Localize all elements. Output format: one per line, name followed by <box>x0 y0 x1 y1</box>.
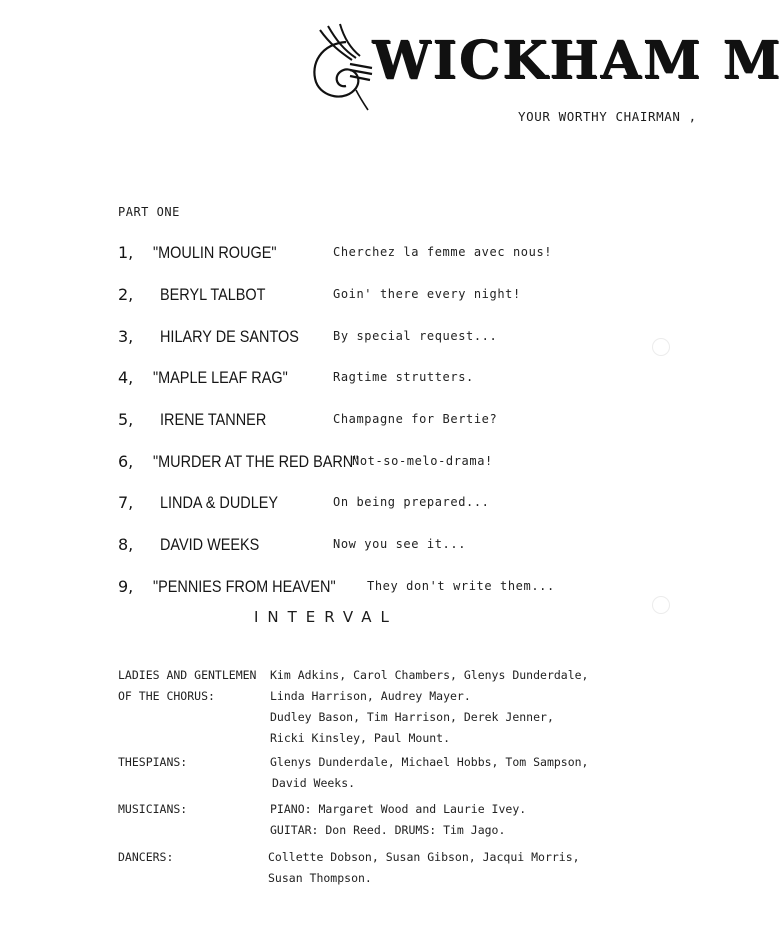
credit-line: David Weeks. <box>272 776 356 790</box>
item-description: On being prepared... <box>333 495 490 509</box>
credit-line: Dudley Bason, Tim Harrison, Derek Jenner, <box>270 710 554 724</box>
flourish-ornament-icon <box>306 24 376 110</box>
item-number: 6, <box>118 452 134 471</box>
item-number: 3, <box>118 327 134 346</box>
punch-hole-mark <box>652 596 670 614</box>
item-description: They don't write them... <box>367 579 555 593</box>
item-name: "MAPLE LEAF RAG" <box>153 368 288 387</box>
item-number: 9, <box>118 577 134 596</box>
credit-line: Linda Harrison, Audrey Mayer. <box>270 689 471 703</box>
item-description: Now you see it... <box>333 537 467 551</box>
credit-line: PIANO: Margaret Wood and Laurie Ivey. <box>270 802 527 816</box>
item-name: LINDA & DUDLEY <box>160 493 279 512</box>
interval-heading: INTERVAL <box>254 608 398 626</box>
item-name: HILARY DE SANTOS <box>160 327 299 346</box>
item-name: "MOULIN ROUGE" <box>153 243 277 262</box>
credit-line: GUITAR: Don Reed. DRUMS: Tim Jago. <box>270 823 506 837</box>
credit-line: Glenys Dunderdale, Michael Hobbs, Tom Sampson, <box>270 755 589 769</box>
credit-line: Susan Thompson. <box>268 871 372 885</box>
page-title: WICKHAM M <box>372 30 782 91</box>
item-number: 7, <box>118 493 134 512</box>
item-number: 4, <box>118 368 134 387</box>
punch-hole-mark <box>652 338 670 356</box>
item-number: 5, <box>118 410 134 429</box>
item-number: 1, <box>118 243 134 262</box>
item-name: BERYL TALBOT <box>160 285 266 304</box>
credit-label-thespians: THESPIANS: <box>118 755 188 769</box>
item-number: 8, <box>118 535 134 554</box>
credit-line: Collette Dobson, Susan Gibson, Jacqui Morris, <box>268 850 580 864</box>
credit-label-chorus: LADIES AND GENTLEMEN <box>118 668 257 682</box>
item-description: Ragtime strutters. <box>333 370 474 384</box>
credit-label-chorus-2: OF THE CHORUS: <box>118 689 215 703</box>
item-name: IRENE TANNER <box>160 410 267 429</box>
credit-label-musicians: MUSICIANS: <box>118 802 188 816</box>
credit-line: Ricki Kinsley, Paul Mount. <box>270 731 451 745</box>
page-subtitle: YOUR WORTHY CHAIRMAN , <box>518 109 697 124</box>
item-name: "MURDER AT THE RED BARN" <box>153 452 359 471</box>
item-description: Cherchez la femme avec nous! <box>333 245 553 259</box>
item-number: 2, <box>118 285 134 304</box>
credit-line: Kim Adkins, Carol Chambers, Glenys Dunderdale, <box>270 668 589 682</box>
item-name: DAVID WEEKS <box>160 535 260 554</box>
item-description: By special request... <box>333 329 498 343</box>
credit-label-dancers: DANCERS: <box>118 850 174 864</box>
item-description: Champagne for Bertie? <box>333 412 498 426</box>
part-one-heading: PART ONE <box>118 205 180 219</box>
item-description: Not-so-melo-drama! <box>352 454 493 468</box>
item-description: Goin' there every night! <box>333 287 521 301</box>
item-name: "PENNIES FROM HEAVEN" <box>153 577 336 596</box>
